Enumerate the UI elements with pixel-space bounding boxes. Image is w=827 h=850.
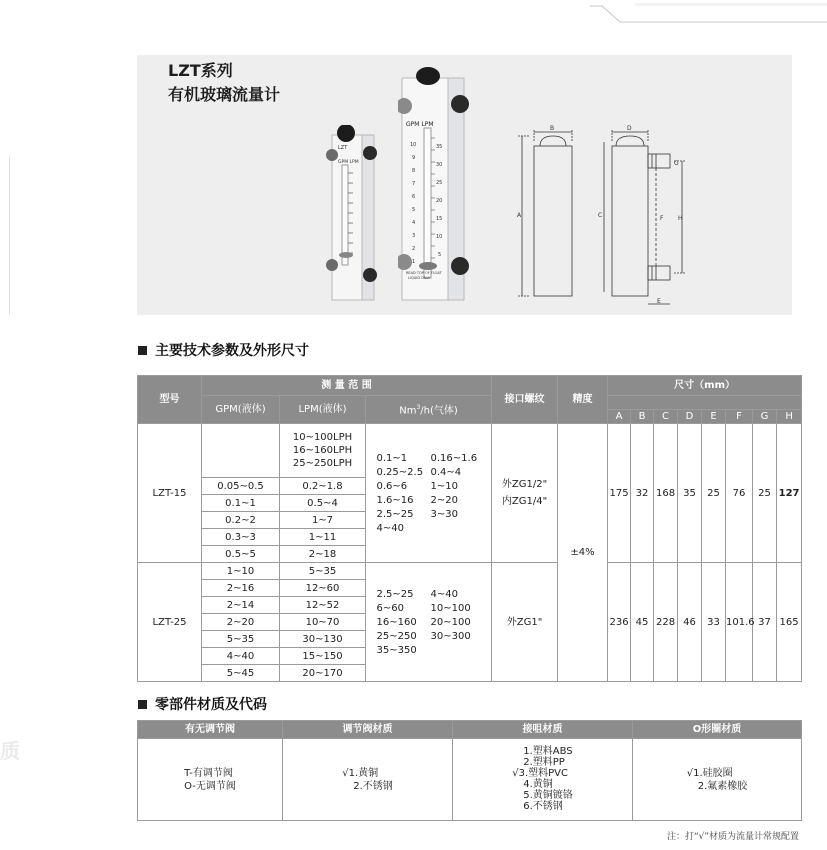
header-dimensions: 尺寸（mm） [608,376,802,396]
lpm-cell: 0.5~4 [280,495,366,512]
lpm-cell: 12~60 [280,580,366,597]
svg-text:1: 1 [412,259,416,265]
header-nm3h: Nm$^3$/h(气体) [366,396,492,424]
header-model: 型号 [138,376,202,424]
gpm-cell: 2~20 [202,614,280,631]
lpm-cell: 20~170 [280,665,366,682]
dim-h-lzt15: 127 [777,424,802,563]
svg-text:4: 4 [412,220,416,226]
dim-f-lzt15: 76 [726,424,753,563]
check-icon: √ [342,767,349,779]
dim-col-a: A [608,410,631,424]
lpm-cell: 5~35 [280,563,366,580]
header-valve: 有无调节阀 [138,721,283,739]
side-divider [9,155,10,315]
dim-col-g: G [753,410,777,424]
svg-text:20: 20 [436,198,443,204]
svg-text:READ TOP OF FLOAT: READ TOP OF FLOAT [406,271,442,275]
header-joint-material: 接咀材质 [453,721,633,739]
dim-e-lzt25: 33 [702,563,726,682]
lpm-cell: 1~11 [280,529,366,546]
port-lzt15: 外ZG1/2" 内ZG1/4" [492,424,558,563]
valve-material-options: √1.黄铜 2.不锈钢 [283,739,453,821]
product-series: LZT系列 [168,61,233,80]
gpm-cell: 5~35 [202,631,280,648]
gpm-cell: 0.5~5 [202,546,280,563]
model-lzt15: LZT-15 [138,424,202,563]
small-flowmeter-image [326,125,382,305]
small-meter-label: LZT [338,145,348,151]
svg-text:B: B [550,125,555,132]
background-watermark: 质 [0,739,20,763]
gpm-cell: 0.05~0.5 [202,478,280,495]
dim-col-e: E [702,410,726,424]
header-gpm: GPM(液体) [202,396,280,424]
valve-options: T-有调节阀 O-无调节阀 [138,739,283,821]
dim-a-lzt15: 175 [608,424,631,563]
footnote: 注：打“√”材质为流量计常规配置 [666,832,799,842]
dim-col-f: F [726,410,753,424]
svg-text:9: 9 [412,155,416,161]
dimension-drawing-side [590,122,690,312]
dim-header-spacer [608,396,802,410]
svg-text:3: 3 [412,233,416,239]
dim-d-lzt15: 35 [678,424,702,563]
section-bullet-icon [138,700,147,709]
svg-text:D: D [627,125,632,132]
dim-col-h: H [777,410,802,424]
oring-material-options: √1.硅胶圈 2.氟素橡胶 [633,739,802,821]
gpm-cell: 2~16 [202,580,280,597]
dim-c-lzt15: 168 [654,424,678,563]
lpm-cell: 10~70 [280,614,366,631]
svg-text:5: 5 [412,207,416,213]
spec-table [137,375,802,682]
lpm-cell: 1~7 [280,512,366,529]
lpm-cell: 15~150 [280,648,366,665]
svg-text:5: 5 [438,252,442,258]
svg-text:2: 2 [412,246,416,252]
dim-b-lzt25: 45 [631,563,654,682]
svg-text:10: 10 [436,234,443,240]
svg-text:25: 25 [436,180,443,186]
gpm-cell: 2~14 [202,597,280,614]
svg-text:A: A [517,212,522,219]
svg-text:LIQUID ONLY: LIQUID ONLY [408,276,431,280]
section-title-specs: 主要技术参数及外形尺寸 [138,340,309,360]
dimension-drawing-front [510,122,590,312]
svg-text:7: 7 [412,181,416,187]
gpm-cell: 1~10 [202,563,280,580]
small-meter-units: GPM LPM [338,160,359,165]
dim-col-c: C [654,410,678,424]
svg-text:30: 30 [436,162,443,168]
dim-h-lzt25: 165 [777,563,802,682]
joint-material-options: 1.塑料ABS 2.塑料PP √3.塑料PVC 4.黄铜 5.黄铜镀铬 6.不锈钢 [453,739,633,821]
gpm-cell: 0.3~3 [202,529,280,546]
lpm-cell: 0.2~1.8 [280,478,366,495]
svg-text:G: G [674,160,679,167]
dim-g-lzt25: 37 [753,563,777,682]
dim-col-d: D [678,410,702,424]
product-name: 有机玻璃流量计 [168,85,281,104]
header-port: 接口螺纹 [492,376,558,424]
port-lzt25: 外ZG1" [492,563,558,682]
gpm-cell: 0.2~2 [202,512,280,529]
dim-e-lzt15: 25 [702,424,726,563]
accuracy-value: ±4% [558,424,608,682]
header-accuracy: 精度 [558,376,608,424]
gpm-empty-cell [202,424,280,478]
lpm-cell: 2~18 [280,546,366,563]
header-lpm: LPM(液体) [280,396,366,424]
nm-ranges-lzt15: 0.1~1 0.16~1.6 0.25~2.5 0.4~4 0.6~6 1~10 1.6~16 2~20 2.5~25 3~30 4~40 [366,424,492,563]
svg-text:6: 6 [412,194,416,200]
header-oring-material: O形圈材质 [633,721,802,739]
svg-text:E: E [657,298,661,305]
section-title-parts: 零部件材质及代码 [138,694,267,714]
header-range: 测 量 范 围 [202,376,492,396]
svg-text:C: C [598,212,603,219]
parts-table [137,720,802,821]
product-title [168,59,280,107]
dim-a-lzt25: 236 [608,563,631,682]
header-valve-material: 调节阀材质 [283,721,453,739]
lpm-cell: 12~52 [280,597,366,614]
dim-c-lzt25: 228 [654,563,678,682]
lph-ranges: 10~100LPH 16~160LPH 25~250LPH [280,424,366,478]
check-icon: √ [686,767,694,779]
lpm-cell: 30~130 [280,631,366,648]
large-meter-units: GPM LPM [406,121,434,128]
dim-f-lzt25: 101.6 [726,563,753,682]
header-decoration [590,0,827,24]
svg-text:F: F [660,215,664,222]
dim-d-lzt25: 46 [678,563,702,682]
gpm-cell: 4~40 [202,648,280,665]
model-lzt25: LZT-25 [138,563,202,682]
section-bullet-icon [138,346,147,355]
svg-text:35: 35 [436,144,443,150]
large-flowmeter-image [398,66,470,306]
check-icon: √ [512,768,519,779]
dim-b-lzt15: 32 [631,424,654,563]
svg-text:8: 8 [412,168,416,174]
nm-ranges-lzt25: 2.5~25 4~40 6~60 10~100 16~160 20~100 25~250 30~300 35~350 [366,563,492,682]
dim-g-lzt15: 25 [753,424,777,563]
svg-text:15: 15 [436,216,443,222]
svg-text:H: H [678,215,683,222]
svg-text:10: 10 [410,142,417,148]
gpm-cell: 0.1~1 [202,495,280,512]
gpm-cell: 5~45 [202,665,280,682]
dim-col-b: B [631,410,654,424]
